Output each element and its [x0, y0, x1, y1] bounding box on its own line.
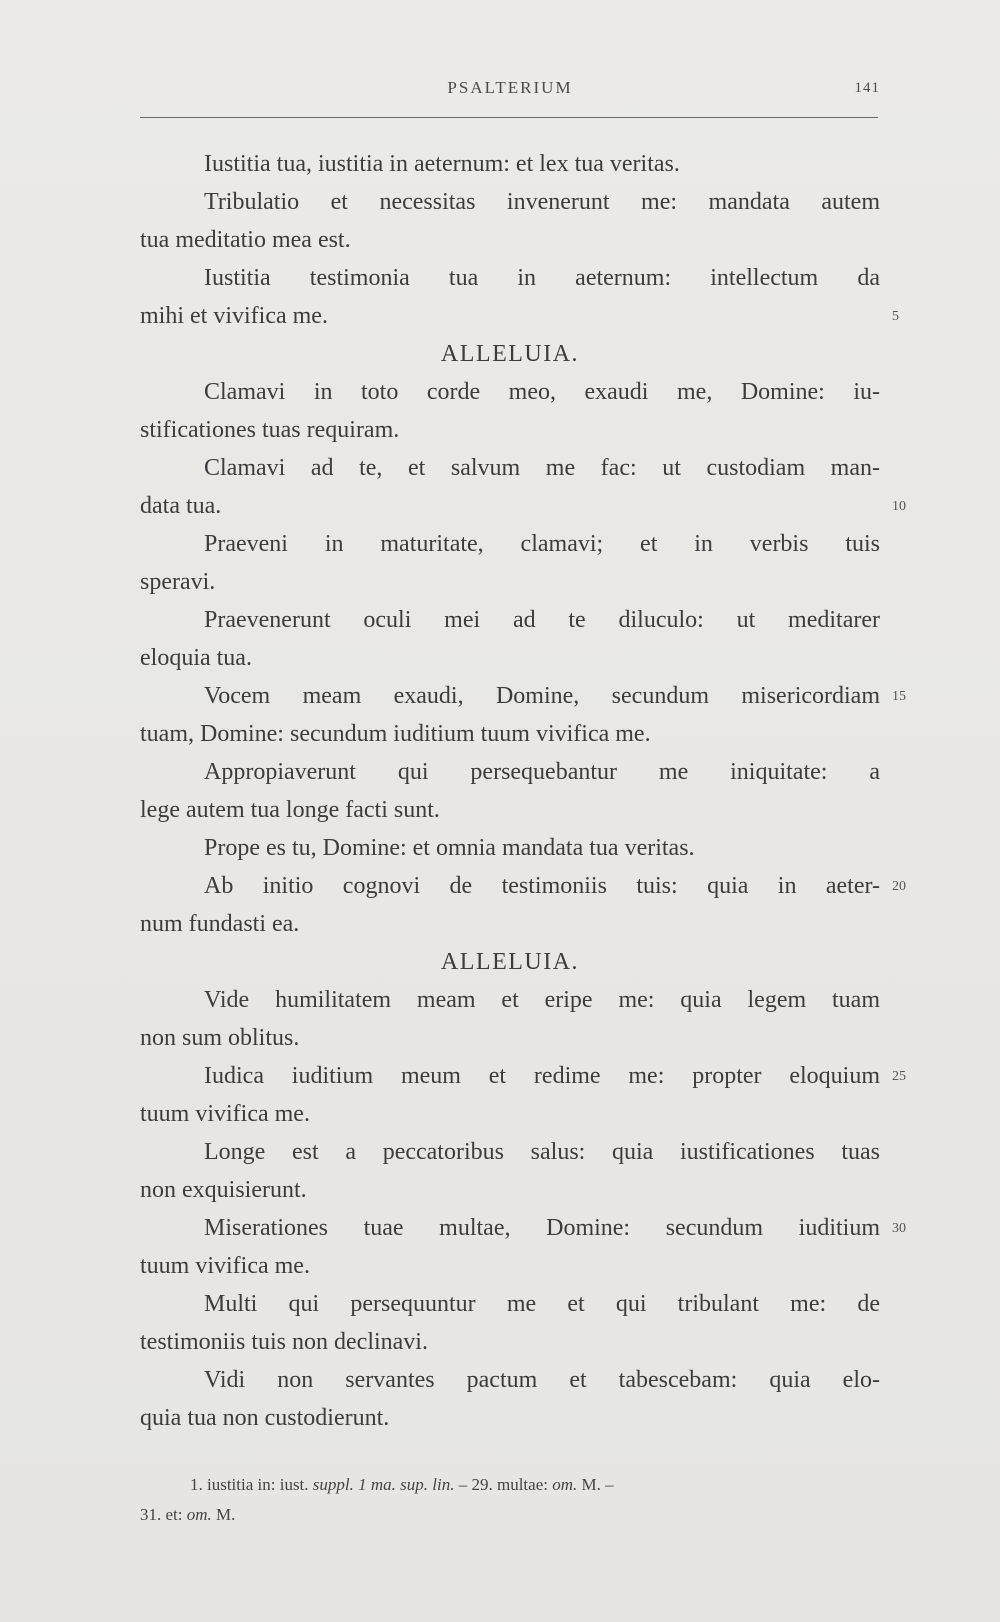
- text-line: Appropiaverunt qui persequebantur me iniquitate: a: [204, 759, 880, 785]
- footnote-text: 31. et:: [140, 1505, 187, 1524]
- text-line: Vocem meam exaudi, Domine, secundum misericordiam: [204, 683, 880, 709]
- line-number: 10: [892, 499, 906, 514]
- running-title: PSALTERIUM: [447, 78, 573, 97]
- text-line: Clamavi in toto corde meo, exaudi me, Domine: iu-: [204, 379, 880, 405]
- footnote-text: M.: [211, 1505, 236, 1524]
- page-number: 141: [854, 80, 880, 96]
- text-line: speravi.: [140, 569, 216, 595]
- text-line: Praeveni in maturitate, clamavi; et in verbis tuis: [204, 531, 880, 557]
- text-line: tua meditatio mea est.: [140, 227, 351, 253]
- footnote-italic: om.: [186, 1505, 212, 1524]
- text-line: Vide humilitatem meam et eripe me: quia legem tuam: [204, 987, 880, 1013]
- footnote-line-2: [140, 1500, 880, 1530]
- footnote-italic: suppl. 1 ma. sup. lin.: [312, 1475, 455, 1494]
- text-line: stificationes tuas requiram.: [140, 417, 400, 443]
- text-line: Iustitia tua, iustitia in aeternum: et lex tua veritas.: [204, 151, 680, 177]
- text-line: Iustitia testimonia tua in aeternum: intellectum da: [204, 265, 880, 291]
- line-number: 20: [892, 879, 906, 894]
- text-line: mihi et vivifica me.: [140, 303, 328, 329]
- footnote-italic: om.: [552, 1475, 578, 1494]
- text-line: num fundasti ea.: [140, 911, 300, 937]
- line-number: 15: [892, 689, 906, 704]
- running-head: [140, 78, 880, 104]
- text-line: Tribulatio et necessitas invenerunt me: mandata autem: [204, 189, 880, 215]
- footnote-text: – 29. multae:: [454, 1475, 553, 1494]
- text-line: Longe est a peccatoribus salus: quia iustificationes tuas: [204, 1139, 880, 1165]
- text-line: Clamavi ad te, et salvum me fac: ut custodiam man-: [204, 455, 880, 481]
- text-line: Praevenerunt oculi mei ad te diluculo: ut meditarer: [204, 607, 880, 633]
- text-line: data tua.: [140, 493, 222, 519]
- text-line: Multi qui persequuntur me et qui tribulant me: de: [204, 1291, 880, 1317]
- footnote-text: M. –: [577, 1475, 614, 1494]
- text-line: non sum oblitus.: [140, 1025, 300, 1051]
- section-heading: ALLELUIA.: [440, 341, 580, 367]
- text-line: Ab initio cognovi de testimoniis tuis: quia in aeter-: [204, 873, 880, 899]
- text-line: tuum vivifica me.: [140, 1101, 310, 1127]
- text-line: eloquia tua.: [140, 645, 252, 671]
- text-line: quia tua non custodierunt.: [140, 1405, 390, 1431]
- text-line: Miserationes tuae multae, Domine: secundum iuditium: [204, 1215, 880, 1241]
- text-line: non exquisierunt.: [140, 1177, 307, 1203]
- text-line: testimoniis tuis non declinavi.: [140, 1329, 428, 1355]
- text-line: Prope es tu, Domine: et omnia mandata tua veritas.: [204, 835, 695, 861]
- footnote-text: 1. iustitia in: iust.: [190, 1475, 313, 1494]
- text-line: lege autem tua longe facti sunt.: [140, 797, 440, 823]
- line-number: 25: [892, 1069, 906, 1084]
- section-heading: ALLELUIA.: [440, 949, 580, 975]
- footnote-line-1: [140, 1470, 880, 1500]
- text-line: tuum vivifica me.: [140, 1253, 310, 1279]
- text-line: tuam, Domine: secundum iuditium tuum vivifica me.: [140, 721, 651, 747]
- line-number: 30: [892, 1221, 906, 1236]
- text-line: Iudica iuditium meum et redime me: propter eloquium: [204, 1063, 880, 1089]
- header-rule: [140, 117, 878, 118]
- text-line: Vidi non servantes pactum et tabescebam: quia elo-: [204, 1367, 880, 1393]
- line-number: 5: [892, 309, 899, 324]
